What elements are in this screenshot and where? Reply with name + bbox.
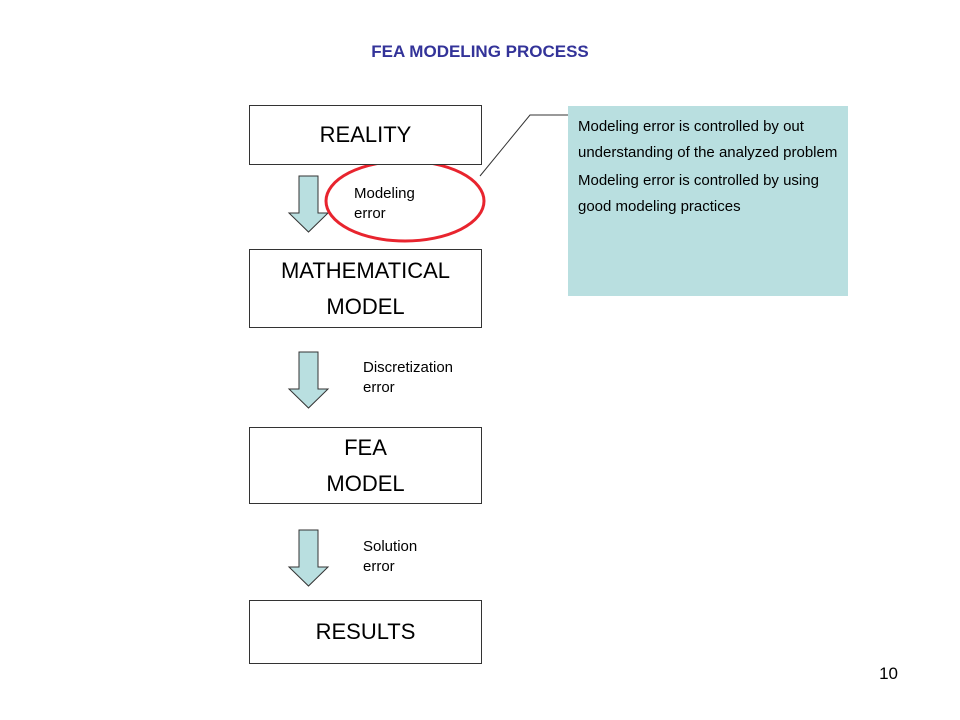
box-fea-label-line2: MODEL <box>326 470 405 496</box>
discretization-error-label <box>363 358 453 398</box>
down-arrow-3 <box>289 530 328 586</box>
discretization-error-line2: error <box>363 379 395 396</box>
box-fea-label-line1: FEA <box>344 434 387 460</box>
callout-leader-line <box>480 115 568 176</box>
discretization-error-line1: Discretization <box>363 359 454 376</box>
box-reality <box>249 105 482 165</box>
solution-error-line1: Solution <box>363 538 418 555</box>
modeling-error-label <box>354 184 415 224</box>
down-arrow-2 <box>289 352 328 408</box>
page-title: FEA MODELING PROCESS <box>371 42 589 61</box>
modeling-error-line2: error <box>354 205 386 222</box>
box-math-label-line2: MODEL <box>326 293 405 319</box>
box-mathematical-model <box>249 249 482 328</box>
box-fea-model <box>249 427 482 504</box>
box-results <box>249 600 482 664</box>
note-text-2: Modeling error is controlled by using good modeling practices <box>578 172 819 215</box>
callout-note <box>568 106 848 296</box>
box-math-label-line1: MATHEMATICAL <box>280 257 451 283</box>
solution-error-line2: error <box>363 558 395 575</box>
note-text-1: Modeling error is controlled by out understanding of the analyzed problem <box>578 118 838 161</box>
box-reality-label: REALITY <box>319 122 412 147</box>
solution-error-label <box>363 537 417 577</box>
modeling-error-line1: Modeling <box>354 185 415 202</box>
box-results-label: RESULTS <box>315 619 416 644</box>
page-number: 10 <box>879 664 898 683</box>
down-arrow-1 <box>289 176 328 232</box>
